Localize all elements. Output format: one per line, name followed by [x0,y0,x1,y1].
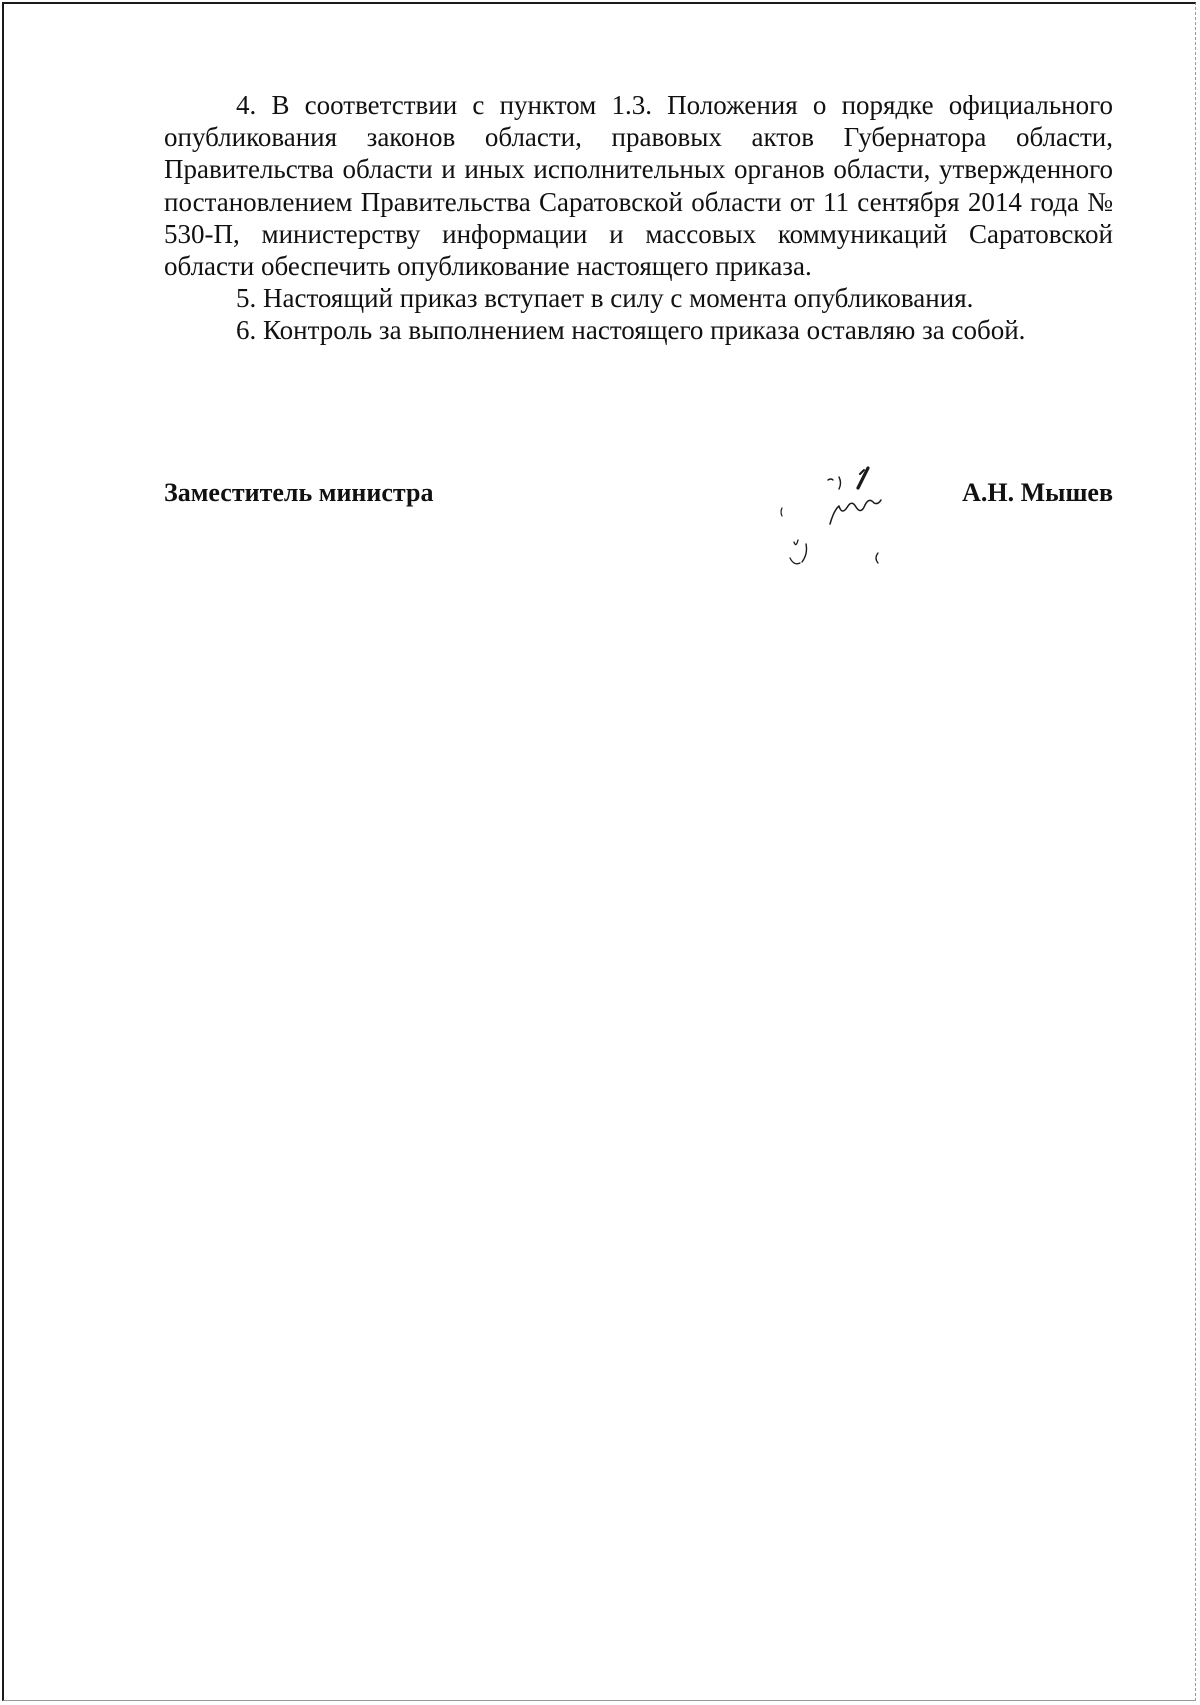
signature-block [164,478,1113,518]
handwritten-signature [770,460,920,575]
signatory-name: А.Н. Мышев [962,478,1113,507]
signatory-position: Заместитель министра [164,478,434,507]
paragraph-6: 6. Контроль за выполнением настоящего приказа оставляю за собой. [236,315,1026,346]
document-body [164,89,1113,347]
paragraph-4: 4. В соответствии с пунктом 1.3. Положения о порядке официального опубликования законов области, правовых актов Губернатора области, Правительства области и иных исполнительных органов области, утвержденного постановлением Правительства Саратовской области от 11 сентября 2014 года № 530-П, министерству информации и массовых коммуникаций Саратовской области обеспечить опубликование настоящего приказа. [164,90,1113,282]
paragraph-5: 5. Настоящий приказ вступает в силу с момента опубликования. [236,283,974,314]
